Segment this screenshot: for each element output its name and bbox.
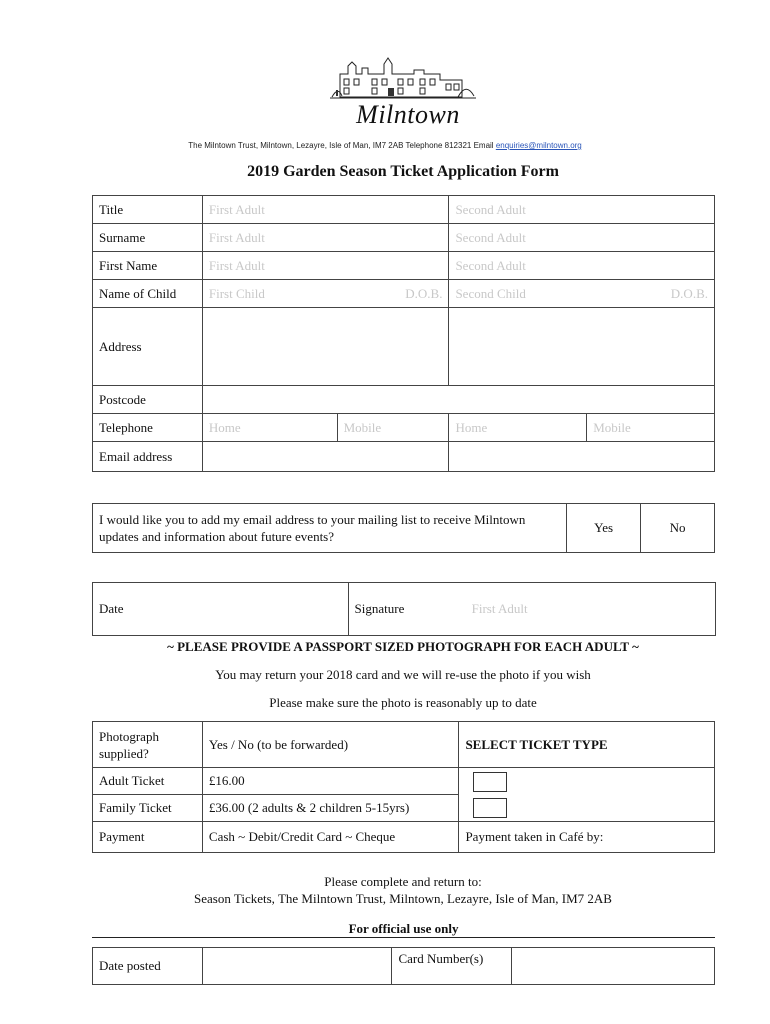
second-child-field[interactable] [449,280,715,308]
surname-first-adult-field[interactable]: First Adult [202,224,449,252]
address-text: The Milntown Trust, Milntown, Lezayre, Isle of Man, IM7 2AB Telephone 812321 Email [188,141,494,150]
table-row [93,442,715,472]
first-email-field[interactable] [202,442,449,472]
adult-ticket-label: Adult Ticket [93,768,203,795]
table-row [93,252,715,280]
mailing-no-option[interactable]: No [641,504,715,553]
milntown-logo [328,52,478,132]
official-use-text: For official use only [348,921,459,936]
child-label: Name of Child [93,280,203,308]
date-posted-label: Date posted [93,948,203,985]
first-mobile-phone-field[interactable]: Mobile [337,414,449,442]
payment-label: Payment [93,822,203,853]
photo-supplied-label: Photograph supplied? [93,722,203,768]
first-child-placeholder: First Child [208,285,265,301]
official-use-table [92,947,715,985]
second-child-placeholder: Second Child [455,285,526,301]
logo-wordmark: Milntown [356,100,460,129]
second-home-phone-field[interactable]: Home [449,414,587,442]
table-row [93,822,715,853]
first-child-dob-placeholder: D.O.B. [405,285,443,301]
postcode-field[interactable] [202,386,714,414]
signature-placeholder: First Adult [471,601,528,616]
mailing-list-table [92,503,715,553]
signature-field[interactable] [348,583,715,636]
table-row [93,196,715,224]
date-signature-table [92,582,716,636]
address-label: Address [93,308,203,386]
photo-supplied-value[interactable]: Yes / No (to be forwarded) [202,722,459,768]
family-ticket-checkbox[interactable] [473,798,507,818]
payment-methods[interactable]: Cash ~ Debit/Credit Card ~ Cheque [202,822,459,853]
first-name-first-adult-field[interactable]: First Adult [202,252,449,280]
first-name-second-adult-field[interactable]: Second Adult [449,252,715,280]
table-row [93,722,715,768]
address-first-field[interactable] [202,308,449,386]
telephone-label: Telephone [93,414,203,442]
return-line-2: Season Tickets, The Milntown Trust, Milntown, Lezayre, Isle of Man, IM7 2AB [194,891,612,906]
payment-taken-field[interactable]: Payment taken in Café by: [459,822,715,853]
table-row [93,308,715,386]
title-label: Title [93,196,203,224]
table-row [93,414,715,442]
address-second-field[interactable] [449,308,715,386]
table-row [93,280,715,308]
date-field[interactable] [93,583,349,636]
card-numbers-field[interactable] [512,948,715,985]
signature-label: Signature [354,601,405,616]
surname-second-adult-field[interactable]: Second Adult [449,224,715,252]
photo-heading: ~ PLEASE PROVIDE A PASSPORT SIZED PHOTOGRAPH FOR EACH ADULT ~ [167,639,639,654]
ticket-table [92,721,715,853]
title-second-adult-field[interactable]: Second Adult [449,196,715,224]
second-email-field[interactable] [449,442,715,472]
email-link[interactable]: enquiries@milntown.org [495,141,582,150]
photo-note-1: You may return your 2018 card and we will re-use the photo if you wish [215,667,591,682]
table-row [93,504,715,553]
select-ticket-heading: SELECT TICKET TYPE [459,722,715,768]
ticket-checkbox-cell [459,768,715,822]
second-mobile-phone-field[interactable]: Mobile [587,414,715,442]
official-use-heading [92,921,715,938]
second-child-dob-placeholder: D.O.B. [670,285,708,301]
card-numbers-label: Card Number(s) [392,948,512,985]
date-label: Date [99,601,124,616]
rule-right [458,923,715,938]
table-row [93,583,716,636]
postcode-label: Postcode [93,386,203,414]
contact-line [0,141,770,150]
adult-ticket-price: £16.00 [202,768,459,795]
return-info [0,873,770,907]
mailing-question: I would like you to add my email address to your mailing list to receive Milntown updates and information about future events? [93,504,567,553]
title-first-adult-field[interactable]: First Adult [202,196,449,224]
table-row [93,948,715,985]
photo-note-2: Please make sure the photo is reasonably up to date [269,695,537,710]
first-name-label: First Name [93,252,203,280]
form-title: 2019 Garden Season Ticket Application Form [247,163,559,180]
table-row [93,386,715,414]
email-label: Email address [93,442,203,472]
rule-left [92,923,349,938]
adult-ticket-checkbox[interactable] [473,772,507,792]
date-posted-field[interactable] [202,948,392,985]
surname-label: Surname [93,224,203,252]
first-home-phone-field[interactable]: Home [202,414,337,442]
return-line-1: Please complete and return to: [324,874,482,889]
applicant-table [92,195,715,472]
table-row [93,768,715,795]
family-ticket-label: Family Ticket [93,795,203,822]
first-child-field[interactable] [202,280,449,308]
family-ticket-price: £36.00 (2 adults & 2 children 5-15yrs) [202,795,459,822]
mailing-yes-option[interactable]: Yes [567,504,641,553]
table-row [93,224,715,252]
